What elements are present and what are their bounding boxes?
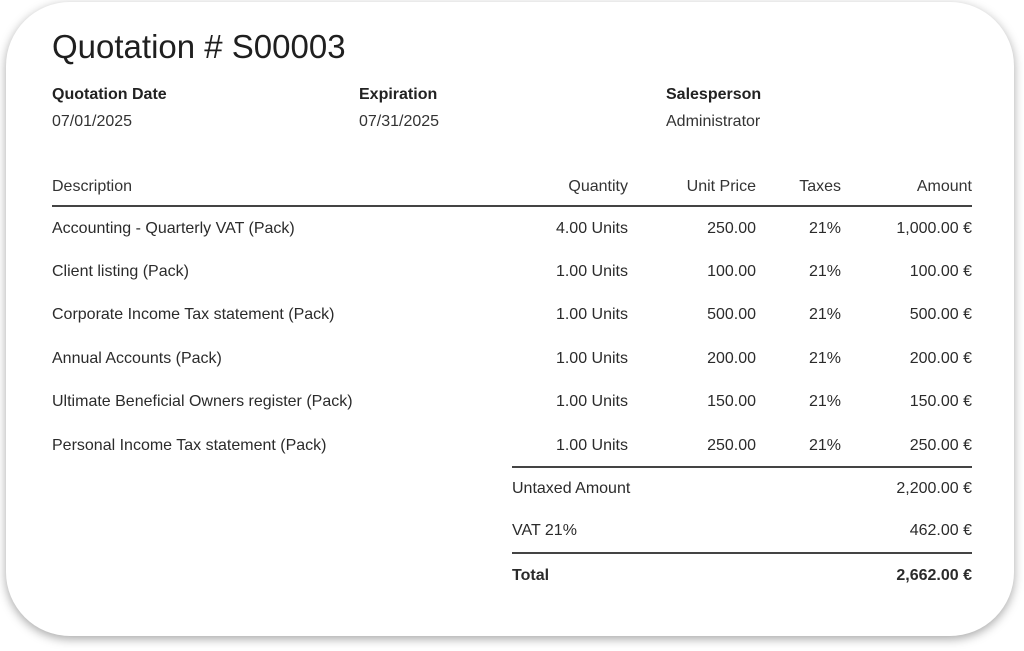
line-description: Accounting - Quarterly VAT (Pack) <box>52 219 295 237</box>
line-amount: 100.00 € <box>909 263 972 281</box>
quotation-date-block <box>52 86 167 131</box>
line-quantity: 4.00 Units <box>555 219 628 237</box>
untaxed-amount-row <box>512 467 972 510</box>
line-unit-price: 250.00 <box>707 219 756 237</box>
quotation-card <box>6 2 1014 636</box>
line-amount: 200.00 € <box>909 349 972 367</box>
expiration-value: 07/31/2025 <box>359 113 440 130</box>
vat-value: 462.00 € <box>909 522 972 539</box>
line-description: Corporate Income Tax statement (Pack) <box>52 306 335 324</box>
page-title: Quotation # S00003 <box>52 28 346 65</box>
line-taxes: 21% <box>808 263 841 281</box>
line-quantity: 1.00 Units <box>555 393 628 411</box>
table-row <box>52 424 972 467</box>
header-unit-price: Unit Price <box>628 168 756 206</box>
table-row <box>52 294 972 337</box>
totals-table <box>512 466 972 598</box>
line-taxes: 21% <box>808 306 841 324</box>
total-value: 2,662.00 € <box>793 553 972 598</box>
table-row <box>52 337 972 380</box>
vat-row <box>512 510 972 553</box>
quotation-date-value: 07/01/2025 <box>52 113 133 130</box>
header-description: Description <box>52 168 432 206</box>
table-row <box>52 206 972 250</box>
line-amount: 250.00 € <box>909 436 972 454</box>
order-lines-table <box>52 168 972 467</box>
line-taxes: 21% <box>808 393 841 411</box>
line-taxes: 21% <box>808 349 841 367</box>
untaxed-amount-value: 2,200.00 € <box>896 480 972 497</box>
line-amount: 1,000.00 € <box>896 219 972 237</box>
expiration-label: Expiration <box>359 86 438 103</box>
line-quantity: 1.00 Units <box>555 349 628 367</box>
table-row <box>52 381 972 424</box>
line-quantity: 1.00 Units <box>555 263 628 281</box>
line-unit-price: 500.00 <box>707 306 756 324</box>
total-row <box>512 553 972 598</box>
line-unit-price: 200.00 <box>707 349 756 367</box>
header-quantity: Quantity <box>432 168 628 206</box>
line-quantity: 1.00 Units <box>555 436 628 454</box>
quotation-date-label: Quotation Date <box>52 86 167 103</box>
salesperson-value: Administrator <box>666 113 761 130</box>
line-amount: 150.00 € <box>909 393 972 411</box>
table-row <box>52 250 972 293</box>
line-unit-price: 100.00 <box>707 263 756 281</box>
vat-label: VAT 21% <box>512 522 577 539</box>
untaxed-amount-label: Untaxed Amount <box>512 480 631 497</box>
line-taxes: 21% <box>808 219 841 237</box>
header-amount: Amount <box>841 168 972 206</box>
line-quantity: 1.00 Units <box>555 306 628 324</box>
header-taxes: Taxes <box>756 168 841 206</box>
line-amount: 500.00 € <box>909 306 972 324</box>
expiration-block <box>359 86 439 131</box>
line-description: Client listing (Pack) <box>52 263 189 281</box>
table-header-row <box>52 168 972 206</box>
line-unit-price: 250.00 <box>707 436 756 454</box>
line-taxes: 21% <box>808 436 841 454</box>
total-label: Total <box>512 553 793 598</box>
salesperson-label: Salesperson <box>666 86 762 103</box>
line-description: Ultimate Beneficial Owners register (Pack) <box>52 393 353 411</box>
line-unit-price: 150.00 <box>707 393 756 411</box>
line-description: Annual Accounts (Pack) <box>52 349 222 367</box>
line-description: Personal Income Tax statement (Pack) <box>52 436 327 454</box>
salesperson-block <box>666 86 761 131</box>
